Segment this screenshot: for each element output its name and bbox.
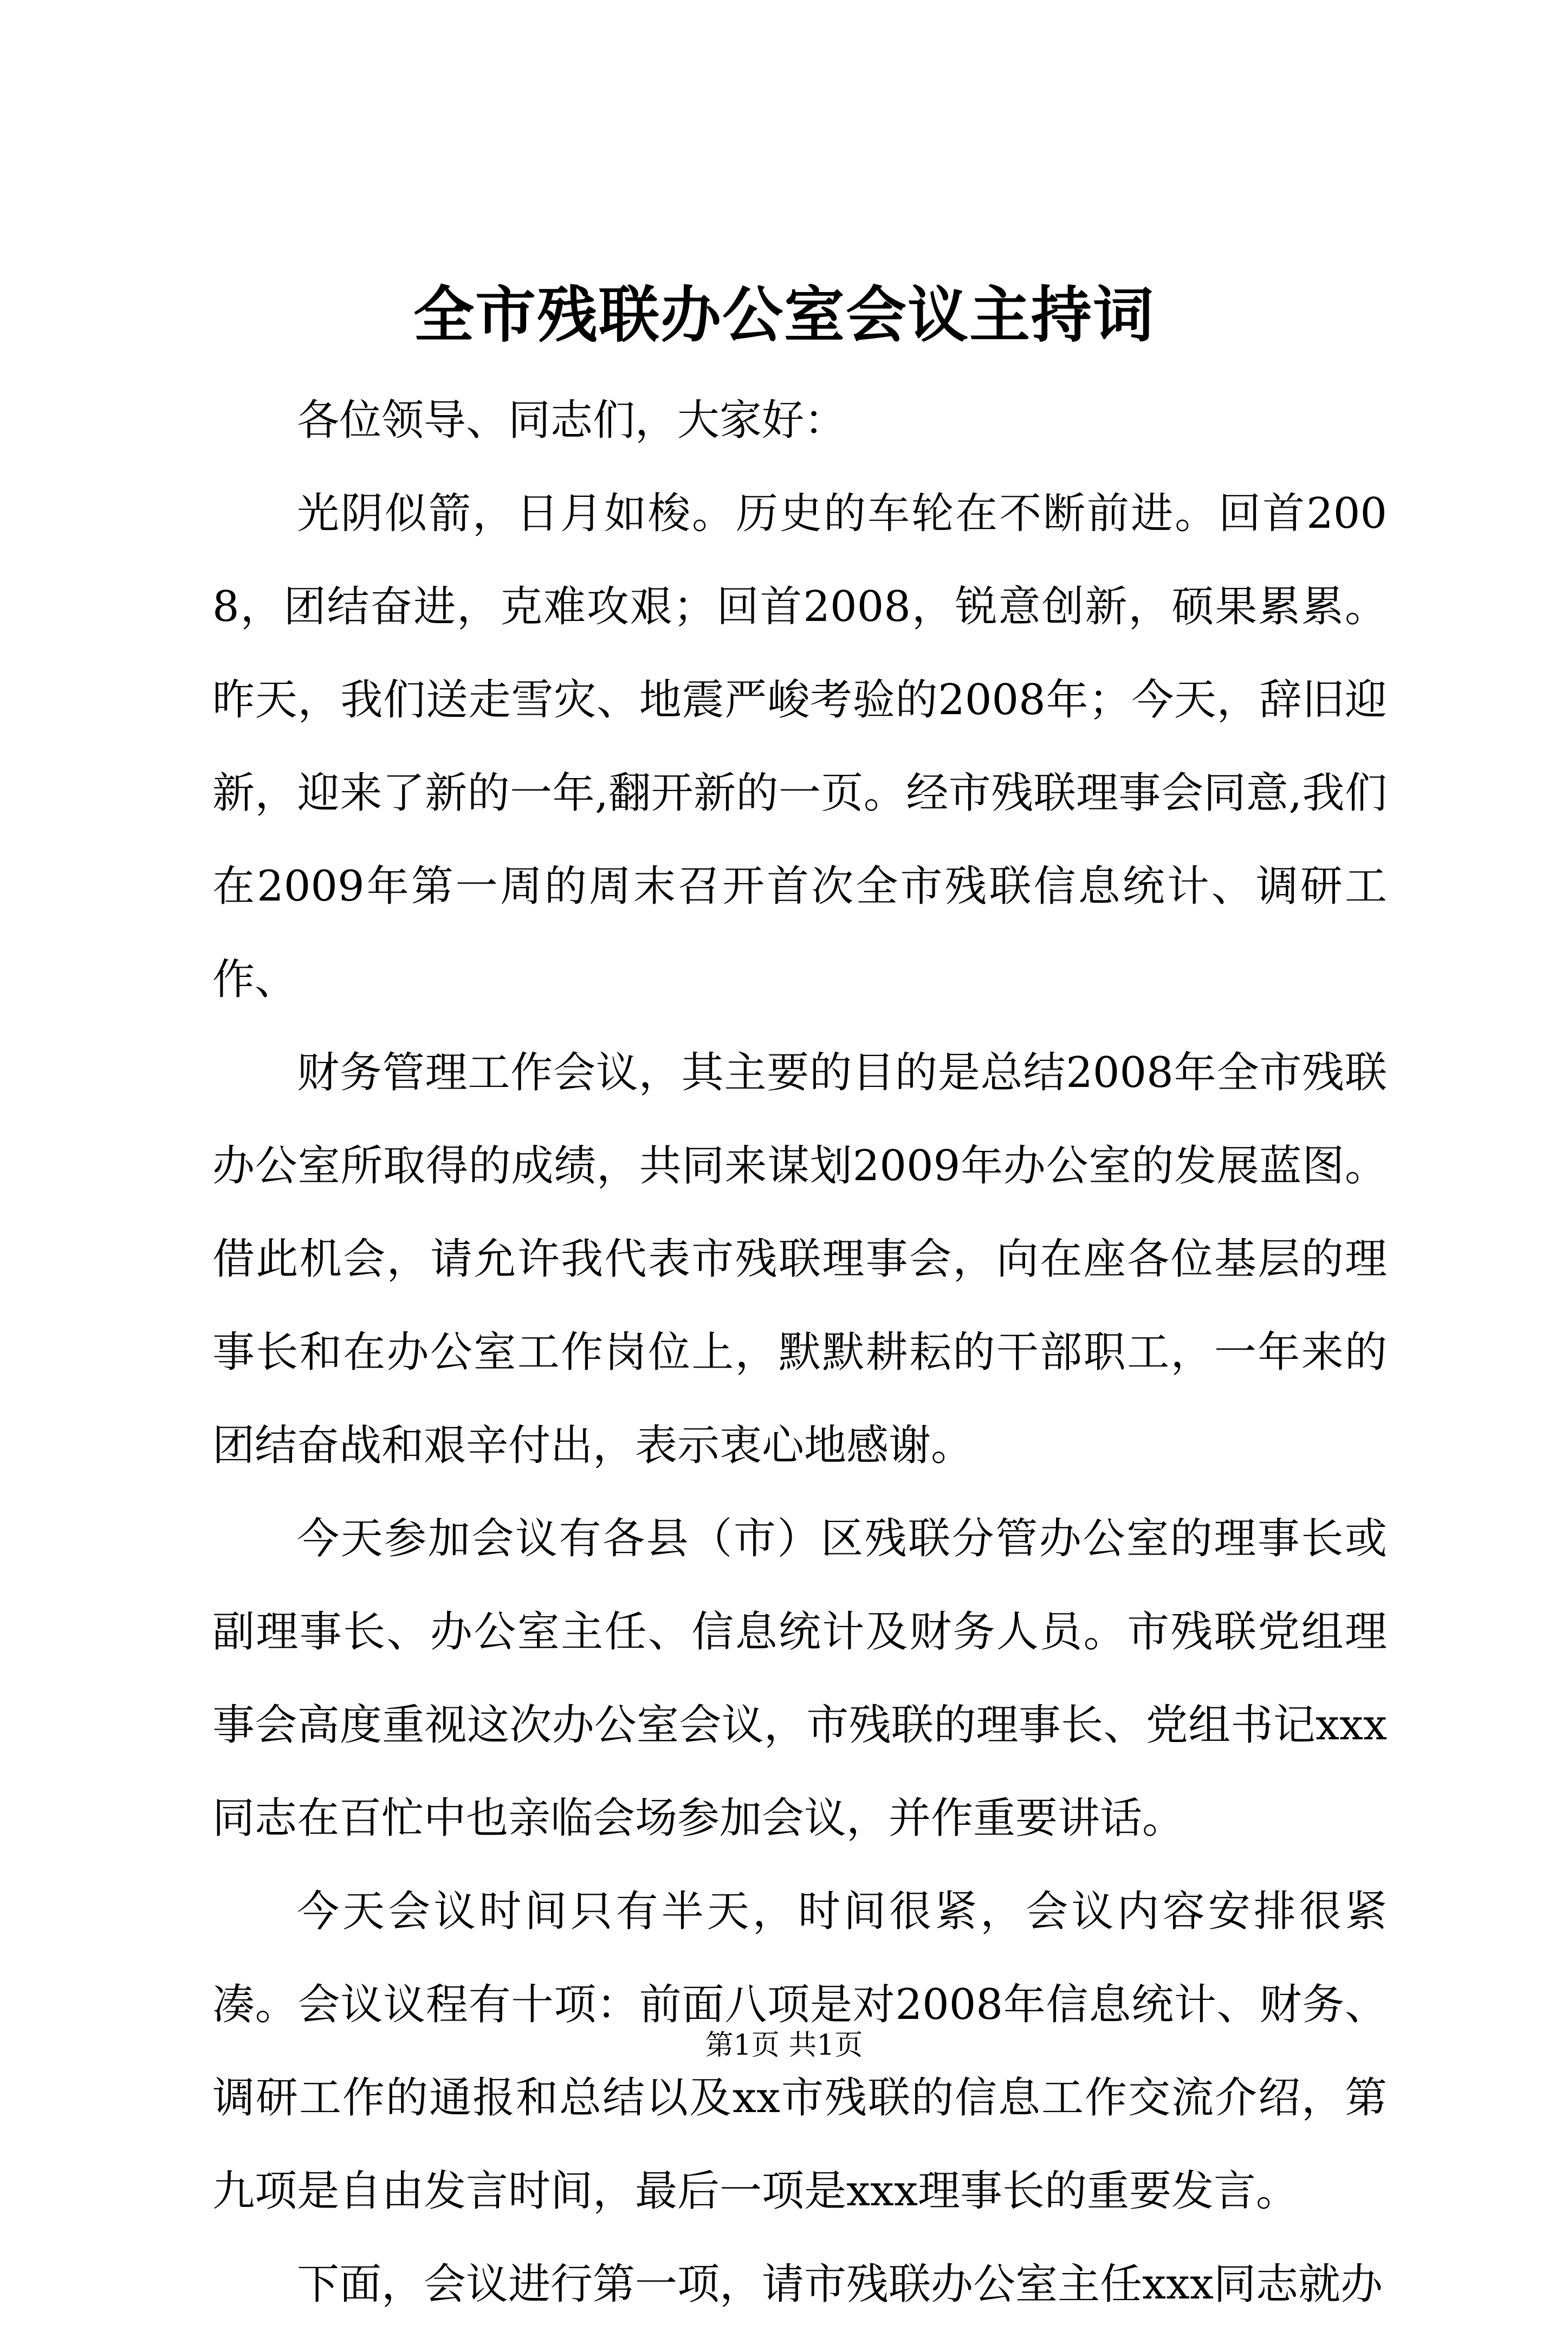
paragraph-opening: 光阴似箭，日月如梭。历史的车轮在不断前进。回首2008，团结奋进，克难攻艰；回首2008，锐意创新，硕果累累。昨天，我们送走雪灾、地震严峻考验的2008年；今天，辞旧迎新，迎来了新的一年,翻开新的一页。经市残联理事会同意,我们在2009年第一周的周末召开首次全市残联信息统计、调研工作、 — [212, 489, 1387, 1004]
paragraph-agenda: 今天会议时间只有半天，时间很紧，会议内容安排很紧凑。会议议程有十项：前面八项是对2008年信息统计、财务、调研工作的通报和总结以及xx市残联的信息工作交流介绍，第九项是自由发言时间，最后一项是xxx理事长的重要发言。 — [212, 1887, 1387, 2216]
paragraph-purpose: 财务管理工作会议，其主要的目的是总结2008年全市残联办公室所取得的成绩，共同来谋划2009年办公室的发展蓝图。借此机会，请允许我代表市残联理事会，向在座各位基层的理事长和在办公室工作岗位上，默默耕耘的干部职工，一年来的团结奋战和艰辛付出，表示衷心地感谢。 — [212, 1048, 1387, 1470]
paragraph-first-item: 下面，会议进行第一项，请市残联办公室主任xxx同志就办 — [297, 2260, 1383, 2309]
paragraph-attendees: 今天参加会议有各县（市）区残联分管办公室的理事长或副理事长、办公室主任、信息统计及财务人员。市残联党组理事会高度重视这次办公室会议，市残联的理事长、党组书记xxx同志在百忙中也亲临会场参加会议，并作重要讲话。 — [212, 1514, 1387, 1843]
document-title: 全市残联办公室会议主持词 — [413, 280, 1155, 351]
page-footer: 第1页 共1页 — [705, 2029, 863, 2062]
paragraph-greeting: 各位领导、同志们，大家好： — [297, 396, 847, 445]
